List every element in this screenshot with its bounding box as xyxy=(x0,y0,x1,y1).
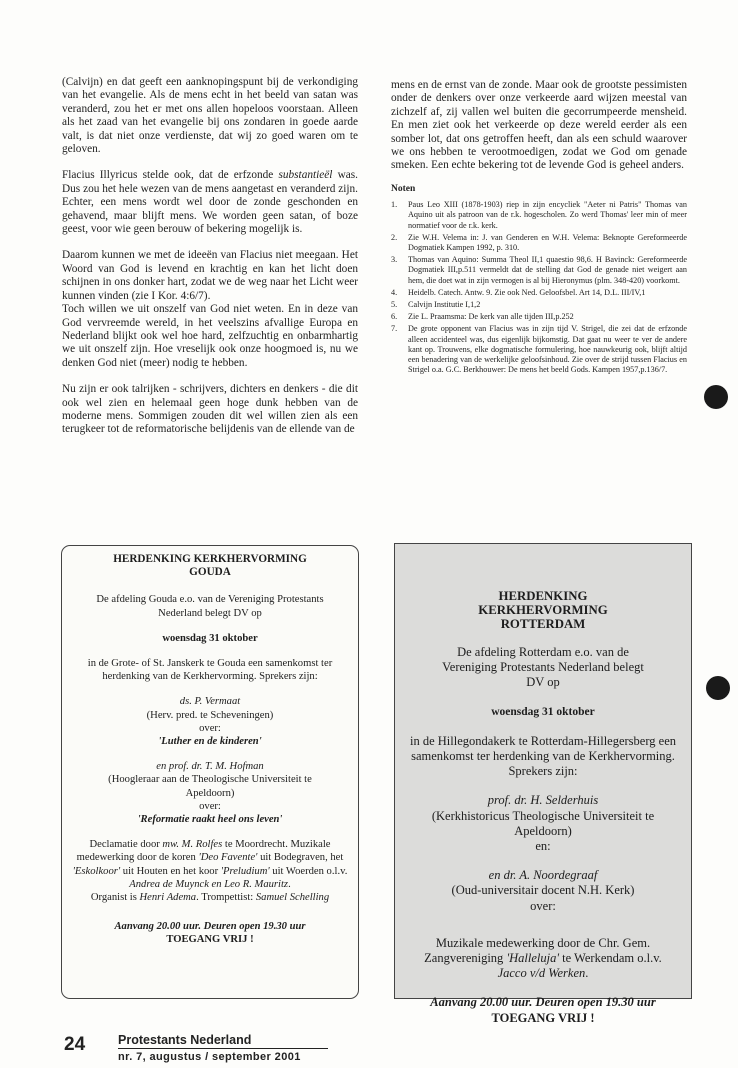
over-label: over: xyxy=(530,898,556,913)
music-credits: Declamatie door mw. M. Rolfes te Moordrecht. Muzikale medewerking door de koren 'Deo Favente' uit Bodegraven, het 'Eskolkoor' uit Houten en het koor 'Preludium' uit Woerden o.l.v. Andrea de Muynck en Leo R. Mauritz. xyxy=(72,839,348,890)
text: Flacius Illyricus stelde ook, dat de erfzonde xyxy=(62,169,279,182)
speaker-name: ds. P. Vermaat xyxy=(179,696,241,708)
issue-info: nr. 7, augustus / september 2001 xyxy=(118,1051,301,1063)
paragraph xyxy=(62,169,358,236)
note-item: 5. Calvijn Institutie I,1,2 xyxy=(391,300,481,310)
note-item: 4. Heidelb. Catech. Antw. 9. Zie ook Ned. Geloofsbel. Art 14, D.L. III/IV,1 xyxy=(391,287,646,297)
paragraph: (Calvijn) en dat geeft een aanknopingspunt bij de verkondiging van het evangelie. Als de mens echt in het beeld van satan was veranderd, zou het er met ons allen hopeloos voorstaan. Alleen als het zaad van het evangelie bij ons zondaren in goede aarde valt, is dat niet onze verdienste, dat wij zo goed waren om te geloven. xyxy=(62,76,358,156)
start-time: Aanvang 20.00 uur. Deuren open 19.30 uur xyxy=(114,921,306,933)
music-credits: Muzikale medewerking door de Chr. Gem. Zangvereniging 'Halleluja' te Werkendam o.l.v. Jacco v/d Werken. xyxy=(424,935,662,981)
note-item: 3. Thomas van Aquino: Summa Theol II,1 quaestio 98,6. H Bavinck: Gereformeerde Dogmatiek III,p.511 vermeldt dat de stelling dat God de genade niet weigert aan hem, die doet wat in zijn vermogen is al bij Hieronymus (plm. 348-420) voorkomt. xyxy=(391,255,687,285)
speaker-role: (Hoogleraar aan de Theologische Universiteit te Apeldoorn) xyxy=(108,774,312,799)
punch-hole-mark xyxy=(706,676,730,700)
announcement-date: woensdag 31 oktober xyxy=(491,705,595,718)
speaker-role: (Herv. pred. te Scheveningen) xyxy=(146,709,274,721)
announcement-title: KERKHERVORMING xyxy=(478,603,608,617)
announcement-rotterdam xyxy=(394,543,692,1025)
note-item: 1. Paus Leo XIII (1878-1903) riep in zijn encycliek "Aeter ni Patris" Thomas van Aquino uit als patroon van de r.k. hogescholen. Zo werd Thomas' leer min of meer normatief voor de r.k. kerk. xyxy=(391,200,687,230)
notes-list xyxy=(391,200,687,375)
note-item: 6. Zie L. Praamsma: De kerk van alle tijden III,p.252 xyxy=(391,312,574,322)
punch-hole-mark xyxy=(704,385,728,409)
speaker-name: en prof. dr. T. M. Hofman xyxy=(156,761,264,773)
announcement-intro: De afdeling Rotterdam e.o. van de Vereniging Protestants Nederland belegt DV op xyxy=(442,645,644,690)
over-label: over: xyxy=(199,722,221,734)
announcement-venue: in de Grote- of St. Janskerk te Gouda een samenkomst ter herdenking van de Kerkhervorming. Sprekers zijn: xyxy=(87,658,333,683)
en-label: en: xyxy=(535,839,551,854)
announcement-title: HERDENKING xyxy=(498,589,588,603)
free-entry: TOEGANG VRIJ ! xyxy=(166,934,254,946)
magazine-name: Protestants Nederland xyxy=(118,1033,328,1049)
speaker-name: en dr. A. Noordegraaf xyxy=(488,868,598,883)
magazine-footer xyxy=(118,1033,328,1063)
organist-credits: Organist is Henri Adema. Trompettist: Samuel Schelling xyxy=(90,892,330,904)
right-column xyxy=(391,79,687,378)
notes-heading: Noten xyxy=(391,183,416,194)
free-entry: TOEGANG VRIJ ! xyxy=(491,1010,595,1025)
speaker-role: (Oud-universitair docent N.H. Kerk) xyxy=(451,883,635,898)
announcement-date: woensdag 31 oktober xyxy=(162,632,258,644)
paragraph: Nu zijn er ook talrijken - schrijvers, dichters en denkers - die dit ook wel zien en helemaal geen hoge dunk hebben van de moderne mens. Sommigen zouden dit wel willen zien als een terugkeer tot de reformatorische belijdenis van de ellende van de xyxy=(62,383,358,436)
announcement-venue: in de Hillegondakerk te Rotterdam-Hillegersberg een samenkomst ter herdenking van de Kerkhervorming. Sprekers zijn: xyxy=(410,733,676,779)
note-item: 2. Zie W.H. Velema in: J. van Genderen en W.H. Velema: Beknopte Gereformeerde Dogmatiek Kampen 1992, p. 310. xyxy=(391,232,687,253)
paragraph: Daarom kunnen we met de ideeën van Flacius niet meegaan. Het Woord van God is levend en krachtig en kan het licht doen schijnen in ons donker hart, zodat we de weg naar het Licht weer kunnen vinden (zie I Kor. 4:6/7). xyxy=(62,249,358,302)
paragraph: Toch willen we uit onszelf van God niet weten. En in deze van God vervreemde wereld, in het veelszins afvallige Europa en Nederland blijkt ook wel hoe hard, zelfzuchtig en onbarmhartig we uit onszelf zijn. Hoe vreselijk ook onze hoogmoed is, nu we denken God niet (meer) nodig te hebben. xyxy=(62,303,358,369)
page-number: 24 xyxy=(64,1034,86,1055)
text: was. Dus zou het hele wezen van de mens aangetast en veranderd zijn. Echter, een mens wordt wel door de zonde geschonden en gehavend, maar blijft mens. We worden geen satan, of boze geest, voor wie geen berouw of bekering mogelijk is. xyxy=(62,169,359,236)
over-label: over: xyxy=(199,800,221,812)
emphasis: substantieël xyxy=(278,169,333,182)
paragraph: mens en de ernst van de zonde. Maar ook de grootste pessimisten onder de denkers over onze verkeerde aard wijzen meestal van zichzelf af, zij vallen wel buiten die gecorrumpeerde mensheid. En men ziet ook het verkeerde op deze wereld eerder als een somber lot, dat ons getroffen heeft, dan als een schuld waarover we ons hebben te verootmoedigen, zodat we God om genade smeken. Een echte bekering tot de levende God is geheel anders. xyxy=(391,79,687,172)
left-column xyxy=(62,76,358,450)
announcement-title: HERDENKING KERKHERVORMING xyxy=(113,553,307,565)
announcement-title: ROTTERDAM xyxy=(500,617,586,631)
speaker-name: prof. dr. H. Selderhuis xyxy=(487,793,599,808)
start-time: Aanvang 20.00 uur. Deuren open 19.30 uur xyxy=(430,995,656,1010)
speaker-topic: 'Reformatie raakt heel ons leven' xyxy=(137,814,283,826)
announcement-title: GOUDA xyxy=(189,566,231,579)
announcement-intro: De afdeling Gouda e.o. van de Vereniging Protestants Nederland belegt DV op xyxy=(96,594,324,619)
speaker-role: (Kerkhistoricus Theologische Universiteit te Apeldoorn) xyxy=(431,808,655,838)
speaker-topic: 'Luther en de kinderen' xyxy=(158,736,262,748)
note-item: 7. De grote opponent van Flacius was in zijn tijd V. Strigel, die zei dat de erfzonde alleen accidenteel was, dus eigenlijk bijkomstig. Dat gaat nu weer te ver de andere kant op. Trouwens, elke dogmatische formulering, hoe nauwkeurig ook, blijft altijd een benadering van de werkelijke geloofsinhoud. Zie over de strijd tussen Flacius en Strigel o.a. G.C. Berkhouwer: De mens het beeld Gods. Kampen 1957,p.136/7. xyxy=(391,324,687,375)
announcement-gouda xyxy=(61,545,359,999)
